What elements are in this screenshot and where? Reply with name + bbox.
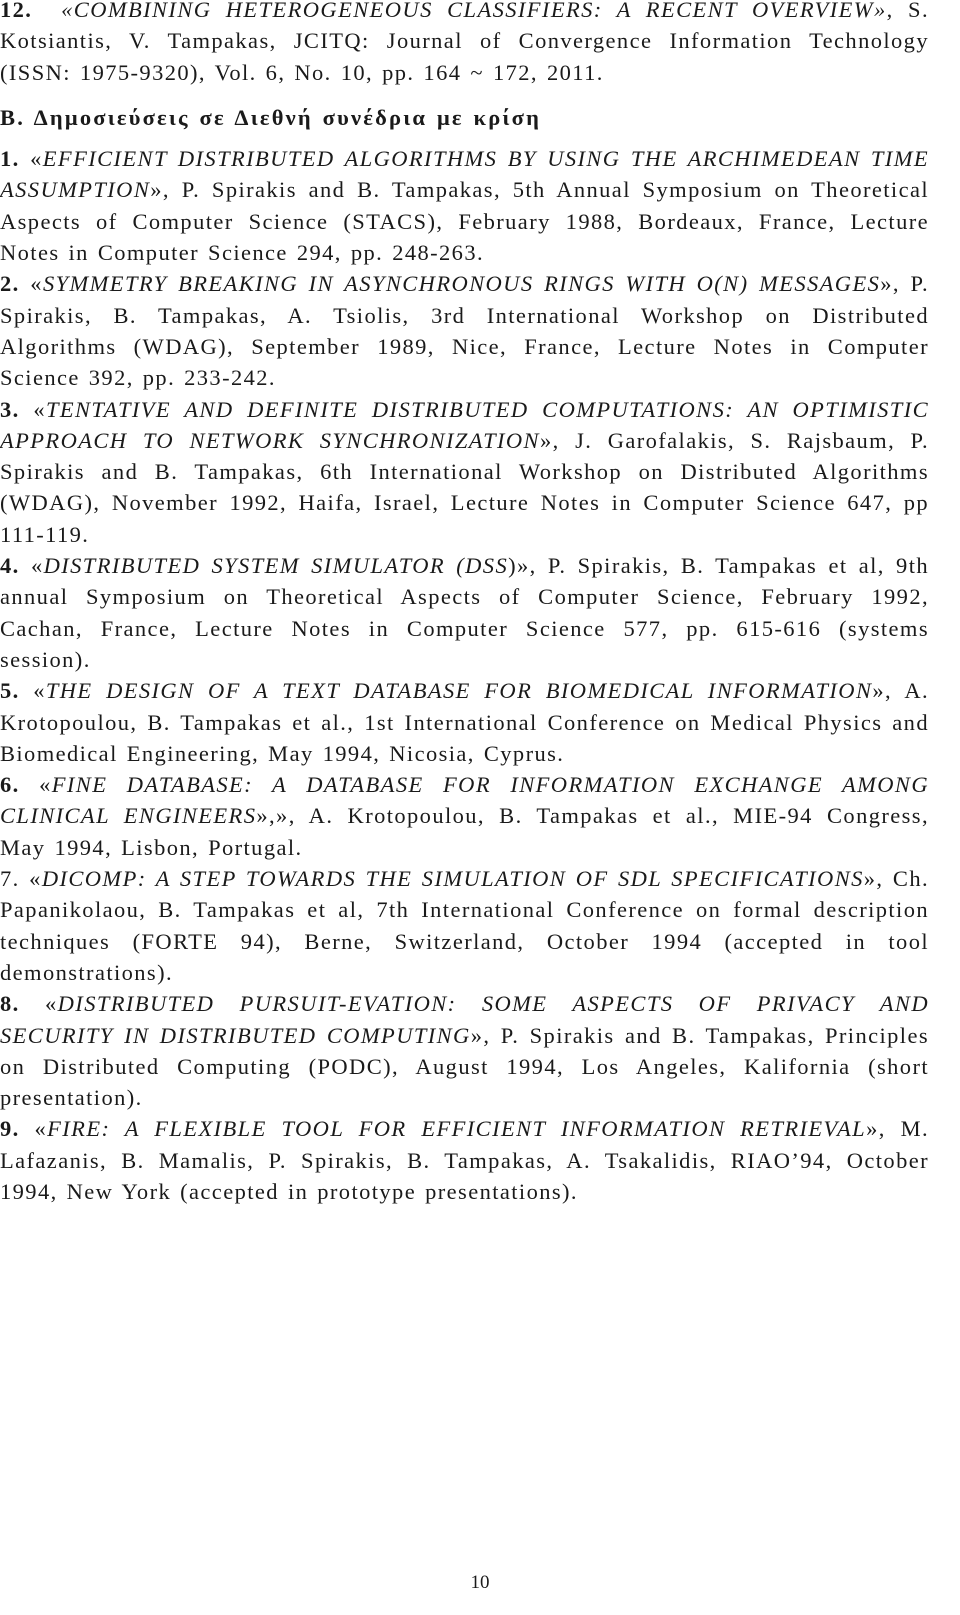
close-quote: »: [872, 678, 886, 704]
entry-details: , S. Kotsiantis, V. Tampakas, JCITQ: Journal of Convergence Information Technology (ISSN: 1975-9320), Vol. 6, No. 10, pp. 164 ~ 172, 2011.: [0, 0, 929, 85]
entry-details: , A. Krotopoulou, B. Tampakas et al., 1st International Conference on Medical Physics and Biomedical Engineering, May 1994, Nicosia, Cyprus.: [0, 678, 929, 766]
open-quote: «: [45, 991, 58, 1017]
entry-number: 3.: [0, 396, 20, 422]
entry-title: THE DESIGN OF A TEXT DATABASE FOR BIOMEDICAL INFORMATION: [45, 678, 873, 704]
entry-title: DICOMP: A STEP TOWARDS THE SIMULATION OF SDL SPECIFICATIONS: [41, 866, 864, 892]
publication-entry-7: [0, 863, 929, 988]
entry-title: FINE DATABASE: A DATABASE FOR INFORMATION EXCHANGE AMONG CLINICAL ENGINEERS: [0, 772, 929, 829]
publication-entry-3: [0, 394, 929, 550]
entry-details: , M. Lafazanis, B. Mamalis, P. Spirakis, B. Tampakas, A. Tsakalidis, RIAO’94, October 1994, New York (accepted in prototype presentations).: [0, 1116, 930, 1204]
section-heading: [0, 102, 929, 133]
entry-details: , P. Spirakis and B. Tampakas, Principles on Distributed Computing (PODC), August 1994, Los Angeles, Kalifornia (short presentation).: [0, 1022, 929, 1111]
close-quote: »: [863, 866, 877, 892]
close-quote: »: [150, 177, 163, 203]
entry-title: DISTRIBUTED PURSUIT-EVATION: SOME ASPECTS OF PRIVACY AND SECURITY IN DISTRIBUTED COMPUTING: [0, 991, 929, 1048]
open-quote: «: [34, 1116, 48, 1142]
entry-title: «COMBINING HETEROGENEOUS CLASSIFIERS: A RECENT OVERVIEW»: [61, 0, 887, 22]
close-quote: »: [256, 803, 270, 829]
entry-details: , J. Garofalakis, S. Rajsbaum, P. Spirakis and B. Tampakas, 6th International Workshop on Distributed Algorithms (WDAG), November 1992, Haifa, Israel, Lecture Notes in Computer Science 647, pp 111-119.: [0, 427, 929, 547]
publication-entry-8: [0, 988, 929, 1113]
entry-details: , P. Spirakis, B. Tampakas, A. Tsiolis, 3rd International Workshop on Distributed Algorithms (WDAG), September 1989, Nice, France, Lecture Notes in Computer Science 392, pp. 233-242.: [0, 271, 929, 391]
entry-details: ,», A. Krotopoulou, B. Tampakas et al., MIE-94 Congress, May 1994, Lisbon, Portugal.: [0, 803, 929, 860]
publication-entry-12: [0, 0, 929, 88]
publication-entry-6: [0, 769, 929, 863]
entry-number: 1.: [0, 146, 20, 172]
entry-title: TENTATIVE AND DEFINITE DISTRIBUTED COMPUTATIONS: AN OPTIMISTIC APPROACH TO NETWORK SYNCHRONIZATION: [0, 396, 929, 453]
close-quote: »: [880, 271, 893, 297]
page-number: 10: [470, 1572, 490, 1593]
entry-details: , P. Spirakis, B. Tampakas et al, 9th annual Symposium on Theoretical Aspects of Computer Science, February 1992, Cachan, France, Lecture Notes in Computer Science 577, pp. 615-616 (systems session).: [0, 553, 929, 672]
open-quote: «: [30, 146, 43, 172]
entry-number: 12.: [0, 0, 33, 22]
entry-details: , P. Spirakis and B. Tampakas, 5th Annual Symposium on Theoretical Aspects of Computer Science (STACS), February 1988, Bordeaux, France, Lecture Notes in Computer Science 294, pp. 248-263.: [0, 177, 929, 266]
publication-list: [0, 143, 930, 1207]
publication-entry-1: [0, 143, 929, 268]
entry-number: 7.: [0, 866, 20, 892]
entry-details: , Ch. Papanikolaou, B. Tampakas et al, 7th International Conference on formal description techniques (FORTE 94), Berne, Switzerland, October 1994 (accepted in tool demonstrations).: [0, 866, 929, 985]
open-quote: «: [30, 553, 44, 579]
entry-number: 8.: [0, 991, 20, 1017]
publication-entry-5: [0, 675, 929, 769]
open-quote: «: [30, 271, 43, 297]
entry-number: 9.: [0, 1116, 20, 1142]
entry-number: 4.: [0, 553, 20, 579]
entry-title: EFFICIENT DISTRIBUTED ALGORITHMS BY USING THE ARCHIMEDEAN TIME ASSUMPTION: [0, 146, 929, 203]
publication-entry-4: [0, 550, 929, 675]
entry-number: 5.: [0, 678, 20, 704]
open-quote: «: [29, 866, 42, 892]
publication-entry-2: [0, 268, 929, 393]
entry-title: SYMMETRY BREAKING IN ASYNCHRONOUS RINGS WITH O(N) MESSAGES: [42, 271, 881, 297]
open-quote: «: [33, 678, 46, 704]
open-quote: «: [39, 772, 52, 798]
close-quote: )»: [508, 553, 530, 579]
open-quote: «: [33, 396, 46, 422]
close-quote: »: [866, 1116, 879, 1142]
entry-number: 2.: [0, 271, 20, 297]
entry-title: FIRE: A FLEXIBLE TOOL FOR EFFICIENT INFORMATION RETRIEVAL: [47, 1116, 867, 1142]
section-heading-text: Β. Δημοσιεύσεις σε Διεθνή συνέδρια με κρίση: [0, 104, 542, 130]
close-quote: »: [470, 1022, 484, 1048]
entry-title: DISTRIBUTED SYSTEM SIMULATOR (DSS: [43, 553, 509, 579]
close-quote: »: [539, 427, 553, 453]
publication-entry-9: [0, 1113, 929, 1207]
entry-number: 6.: [0, 772, 20, 798]
